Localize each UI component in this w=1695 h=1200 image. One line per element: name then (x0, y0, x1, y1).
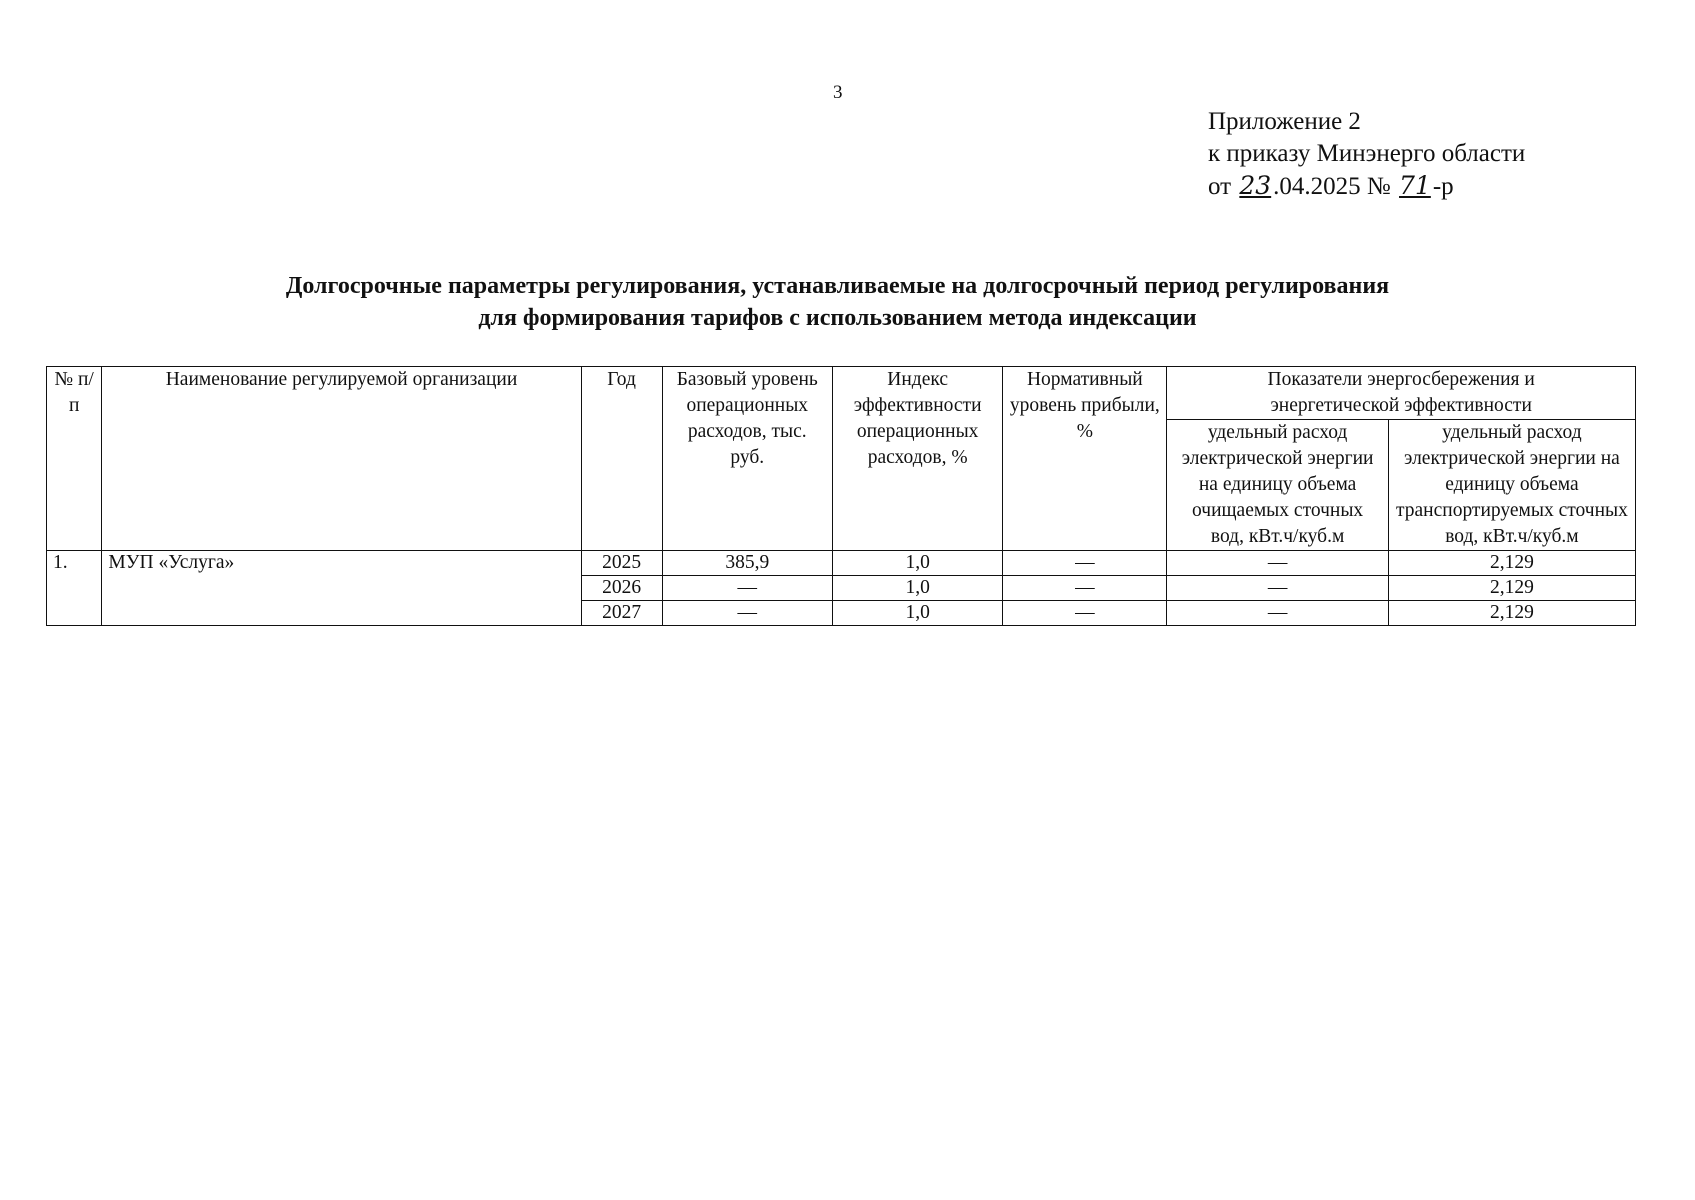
page-number: 3 (833, 82, 843, 103)
header-profit-level: Нормативный уровень прибыли, % (1003, 367, 1167, 551)
cell-efficiency-index: 1,0 (832, 601, 1002, 626)
header-energy-group: Показатели энергосбережения и энергетической эффективности (1167, 367, 1636, 420)
cell-profit-level: — (1003, 576, 1167, 601)
header-energy-transported: удельный расход электрической энергии на единицу объема транспортируемых сточных вод, кВт.ч/куб.м (1388, 420, 1635, 551)
order-day-handwritten: 23 (1239, 171, 1272, 200)
cell-year: 2025 (581, 551, 662, 576)
appendix-line-3 (1208, 170, 1525, 203)
order-date-prefix: от (1208, 173, 1238, 200)
parameters-table (46, 366, 1636, 626)
header-energy-treated: удельный расход электрической энергии на единицу объема очищаемых сточных вод, кВт.ч/куб.м (1167, 420, 1389, 551)
cell-efficiency-index: 1,0 (832, 576, 1002, 601)
title-line-1: Долгосрочные параметры регулирования, устанавливаемые на долгосрочный период регулирования (285, 273, 1390, 299)
header-efficiency-index: Индекс эффективности операционных расходов, % (832, 367, 1002, 551)
appendix-block (1208, 106, 1525, 203)
row-number: 1. (47, 551, 102, 626)
cell-base-opex: 385,9 (662, 551, 832, 576)
cell-energy-treated: — (1167, 551, 1389, 576)
organization-name: МУП «Услуга» (102, 551, 581, 626)
header-year: Год (581, 367, 662, 551)
cell-profit-level: — (1003, 601, 1167, 626)
appendix-line-1: Приложение 2 (1208, 108, 1361, 135)
order-number-handwritten: 71 (1399, 171, 1431, 200)
cell-energy-treated: — (1167, 601, 1389, 626)
cell-year: 2026 (581, 576, 662, 601)
cell-energy-transported: 2,129 (1388, 576, 1635, 601)
table-row (47, 551, 1636, 576)
appendix-line-2: к приказу Минэнерго области (1208, 140, 1526, 167)
header-base-opex: Базовый уровень операционных расходов, тыс. руб. (662, 367, 832, 551)
cell-year: 2027 (581, 601, 662, 626)
cell-base-opex: — (662, 601, 832, 626)
header-num: № п/п (47, 367, 102, 551)
order-date-mid: .04.2025 № (1273, 173, 1398, 200)
cell-base-opex: — (662, 576, 832, 601)
order-suffix: -р (1432, 173, 1454, 200)
cell-energy-transported: 2,129 (1388, 551, 1635, 576)
cell-energy-transported: 2,129 (1388, 601, 1635, 626)
cell-energy-treated: — (1167, 576, 1389, 601)
title-line-2: для формирования тарифов с использованием метода индексации (478, 305, 1197, 331)
cell-profit-level: — (1003, 551, 1167, 576)
document-title (40, 270, 1635, 334)
header-org: Наименование регулируемой организации (102, 367, 581, 551)
cell-efficiency-index: 1,0 (832, 551, 1002, 576)
